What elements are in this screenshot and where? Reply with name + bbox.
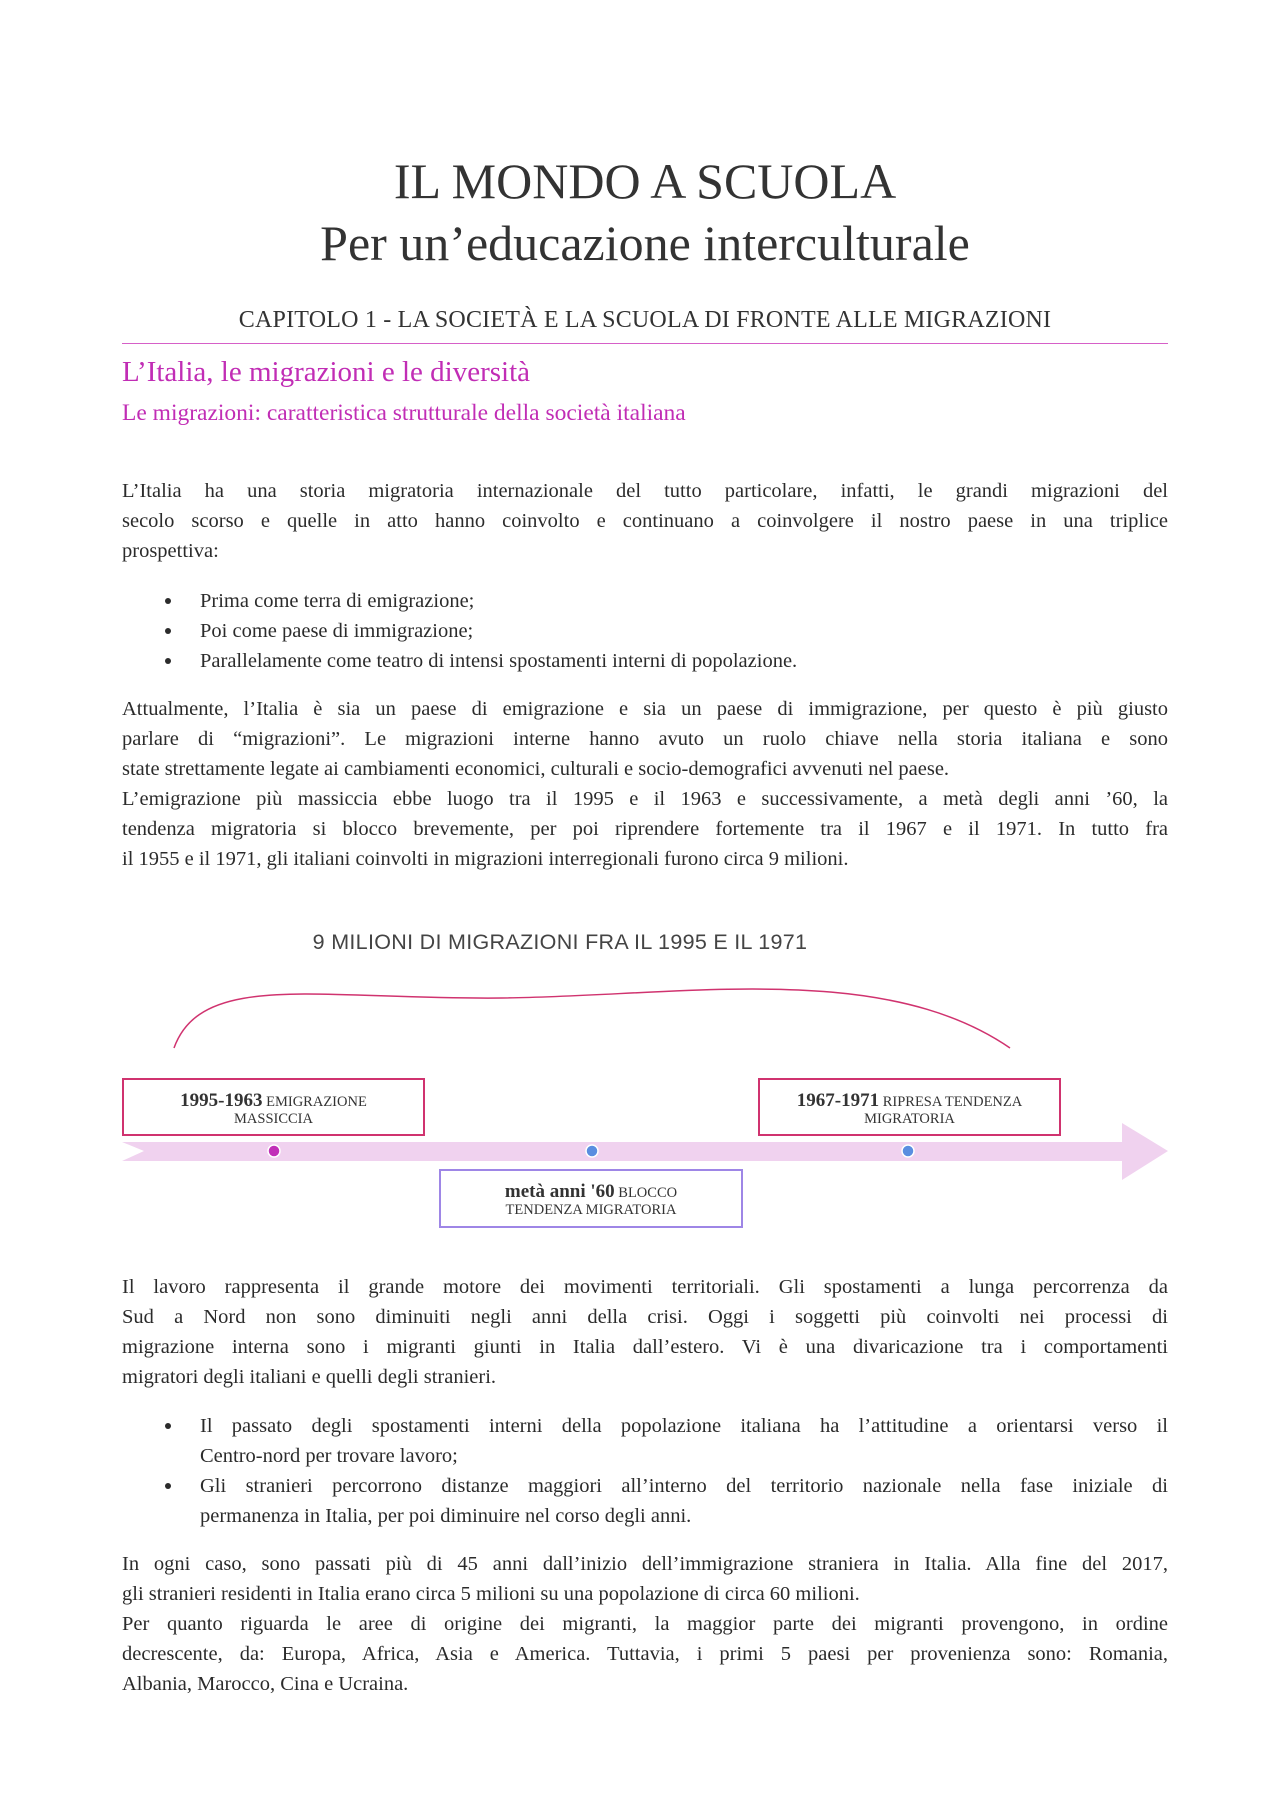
event-label: MASSICCIA bbox=[234, 1111, 313, 1127]
text-line: Per quanto riguarda le aree di origine dei migranti, la maggior parte dei migranti provengono, in ordine bbox=[122, 1613, 1168, 1635]
event-label: RIPRESA TENDENZA bbox=[882, 1094, 1023, 1110]
text-line: state strettamente legate ai cambiamenti economici, culturali e socio-demografici avvenuti nel paese. bbox=[122, 758, 950, 780]
text-line: Il passato degli spostamenti interni della popolazione italiana ha l’attitudine a orientarsi verso il bbox=[200, 1415, 1168, 1437]
text-line: Gli stranieri percorrono distanze maggiori all’interno del territorio nazionale nella fase iniziale di bbox=[200, 1475, 1168, 1497]
timeline-dot-3 bbox=[902, 1145, 914, 1157]
timeline-event-2 bbox=[439, 1169, 743, 1228]
text-line: secolo scorso e quelle in atto hanno coinvolto e continuano a coinvolgere il nostro paese in una triplice bbox=[122, 510, 1168, 532]
text-line: tendenza migratoria si blocco brevemente, per poi riprendere fortemente tra il 1967 e il 1971. In tutto fra bbox=[122, 818, 1168, 840]
text-line: L’Italia ha una storia migratoria internazionale del tutto particolare, infatti, le grandi migrazioni del bbox=[122, 480, 1168, 502]
text-line: Il lavoro rappresenta il grande motore dei movimenti territoriali. Gli spostamenti a lunga percorrenza da bbox=[122, 1276, 1168, 1298]
event-date: metà anni '60 bbox=[504, 1181, 615, 1202]
event-label: MIGRATORIA bbox=[864, 1111, 955, 1127]
chapter-divider bbox=[122, 343, 1168, 344]
text-line: migrazione interna sono i migranti giunti in Italia dall’estero. Vi è una divaricazione tra i comportamenti bbox=[122, 1336, 1168, 1358]
text-line: Albania, Marocco, Cina e Ucraina. bbox=[122, 1673, 409, 1695]
text-line: Centro-nord per trovare lavoro; bbox=[200, 1445, 458, 1467]
text-line: permanenza in Italia, per poi diminuire nel corso degli anni. bbox=[200, 1505, 692, 1527]
paragraph-migrations bbox=[122, 694, 1168, 874]
list-item: Poi come paese di immigrazione; bbox=[122, 616, 1168, 646]
text-line: L’emigrazione più massiccia ebbe luogo tra il 1995 e il 1963 e successivamente, a metà degli anni ’60, la bbox=[122, 788, 1168, 810]
paragraph-immigration bbox=[122, 1549, 1168, 1699]
text-line: In ogni caso, sono passati più di 45 anni dall’inizio dell’immigrazione straniera in Italia. Alla fine del 2017, bbox=[122, 1553, 1168, 1575]
event-label: TENDENZA MIGRATORIA bbox=[505, 1202, 677, 1218]
event-date: 1967-1971 bbox=[796, 1090, 880, 1111]
list-item: Prima come terra di emigrazione; bbox=[122, 586, 1168, 616]
timeline-title: 9 MILIONI DI MIGRAZIONI FRA IL 1995 E IL 1971 bbox=[312, 930, 808, 954]
document-title bbox=[122, 150, 1168, 274]
list-item: Parallelamente come teatro di intensi spostamenti interni di popolazione. bbox=[122, 646, 1168, 676]
text-line: gli stranieri residenti in Italia erano circa 5 milioni su una popolazione di circa 60 milioni. bbox=[122, 1583, 860, 1605]
title-line-1: IL MONDO A SCUOLA bbox=[393, 153, 897, 209]
title-line-2: Per un’educazione interculturale bbox=[320, 215, 970, 271]
timeline-dot-1 bbox=[268, 1145, 280, 1157]
text-line: decrescente, da: Europa, Africa, Asia e America. Tuttavia, i primi 5 paesi per provenienza sono: Romania, bbox=[122, 1643, 1168, 1665]
bullet-list-behaviours bbox=[122, 1411, 1168, 1531]
timeline-span-arc bbox=[174, 989, 1010, 1048]
list-item bbox=[122, 1471, 1168, 1531]
subsection-heading: Le migrazioni: caratteristica strutturale della società italiana bbox=[122, 400, 686, 426]
chapter-heading: CAPITOLO 1 - LA SOCIETÀ E LA SCUOLA DI FRONTE ALLE MIGRAZIONI bbox=[238, 307, 1052, 333]
event-label: EMIGRAZIONE bbox=[266, 1094, 367, 1110]
text-line: parlare di “migrazioni”. Le migrazioni interne hanno avuto un ruolo chiave nella storia italiana e sono bbox=[122, 728, 1168, 750]
migration-timeline bbox=[122, 930, 1168, 1230]
paragraph-work bbox=[122, 1272, 1168, 1392]
intro-paragraph bbox=[122, 476, 1168, 566]
event-label: BLOCCO bbox=[618, 1185, 678, 1201]
timeline-dot-2 bbox=[586, 1145, 598, 1157]
timeline-event-3 bbox=[758, 1078, 1061, 1136]
timeline-event-1 bbox=[122, 1078, 425, 1136]
event-date: 1995-1963 bbox=[180, 1090, 263, 1111]
text-line: il 1955 e il 1971, gli italiani coinvolti in migrazioni interregionali furono circa 9 milioni. bbox=[122, 848, 849, 870]
section-heading: L’Italia, le migrazioni e le diversità bbox=[122, 356, 530, 388]
list-item bbox=[122, 1411, 1168, 1471]
text-line: prospettiva: bbox=[122, 540, 219, 562]
text-line: Attualmente, l’Italia è sia un paese di emigrazione e sia un paese di immigrazione, per questo è più giusto bbox=[122, 698, 1168, 720]
bullet-list-perspectives bbox=[122, 586, 1168, 676]
text-line: Sud a Nord non sono diminuiti negli anni della crisi. Oggi i soggetti più coinvolti nei processi di bbox=[122, 1306, 1168, 1328]
text-line: migratori degli italiani e quelli degli stranieri. bbox=[122, 1366, 497, 1388]
